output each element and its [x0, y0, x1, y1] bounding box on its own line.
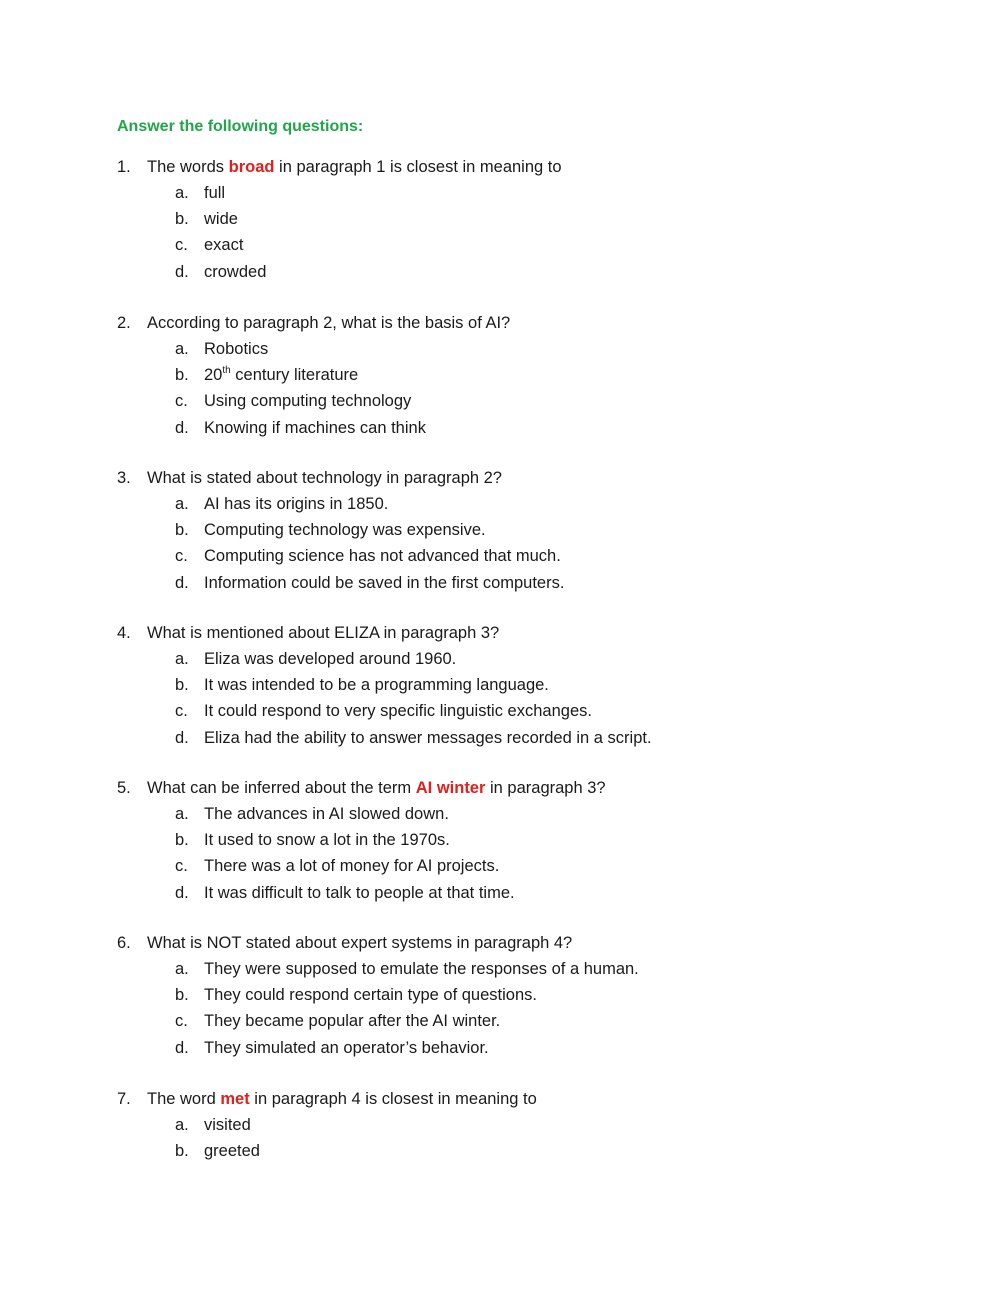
option-text: [204, 1139, 260, 1163]
question-number: 3.: [117, 469, 131, 487]
answer-option: [0, 544, 1000, 570]
option-text-main: Eliza was developed around 1960.: [204, 650, 457, 668]
answer-option: [0, 389, 1000, 415]
question-text-prefix: What is stated about technology in paragraph 2?: [147, 469, 502, 487]
question-2: [0, 311, 1000, 442]
option-text: [204, 544, 561, 568]
question-keyword: met: [220, 1090, 250, 1108]
answer-option: [0, 828, 1000, 854]
question-number: 7.: [117, 1090, 131, 1108]
option-letter: d.: [175, 418, 189, 437]
answer-option: [0, 1113, 1000, 1139]
answer-option: [0, 881, 1000, 907]
answer-option: [0, 1139, 1000, 1165]
option-text: [204, 802, 449, 826]
question-text: [147, 931, 572, 955]
option-text-main: 20: [204, 366, 223, 385]
answer-option: [0, 337, 1000, 363]
question-3: [0, 466, 1000, 597]
option-text-main: It was difficult to talk to people at that time.: [204, 883, 515, 902]
option-text-main: Robotics: [204, 340, 269, 358]
option-text: [204, 1113, 251, 1137]
option-text-main: Using computing technology: [204, 392, 412, 411]
option-text: [204, 518, 486, 542]
option-text: [204, 389, 411, 413]
question-stem: [0, 311, 1000, 335]
option-letter: c.: [175, 236, 188, 255]
question-text-prefix: What is mentioned about ELIZA in paragraph 3?: [147, 624, 500, 642]
question-text: [147, 1087, 537, 1111]
question-text-suffix: in paragraph 4 is closest in meaning to: [249, 1090, 537, 1108]
option-text-main: It was intended to be a programming language.: [204, 676, 549, 695]
answer-option: [0, 957, 1000, 983]
question-stem: [0, 1087, 1000, 1111]
answer-option: [0, 802, 1000, 828]
option-text: [204, 571, 564, 595]
question-stem: [0, 155, 1000, 179]
question-text-suffix: in paragraph 1 is closest in meaning to: [274, 158, 562, 176]
option-text: [204, 233, 243, 257]
option-text-main: Knowing if machines can think: [204, 418, 426, 437]
option-letter: d.: [175, 883, 189, 902]
question-text: [147, 155, 562, 179]
option-text-main: It could respond to very specific linguistic exchanges.: [204, 702, 592, 721]
option-letter: a.: [175, 650, 189, 668]
option-letter: a.: [175, 1116, 189, 1134]
option-letter: a.: [175, 184, 189, 202]
answer-option: [0, 233, 1000, 259]
option-letter: b.: [175, 521, 189, 540]
option-text-main: They could respond certain type of questions.: [204, 986, 537, 1005]
option-text: [204, 647, 456, 671]
option-text-main: AI has its origins in 1850.: [204, 495, 389, 513]
answer-option: [0, 1009, 1000, 1035]
option-text: [204, 828, 450, 852]
option-letter: c.: [175, 392, 188, 411]
option-text: [204, 957, 639, 981]
question-4: [0, 621, 1000, 752]
question-stem: [0, 931, 1000, 955]
option-superscript: th: [222, 365, 231, 377]
option-text-main: Computing science has not advanced that much.: [204, 547, 561, 566]
option-text: [204, 416, 426, 440]
option-text-main: They were supposed to emulate the responses of a human.: [204, 960, 639, 978]
option-text: [204, 1009, 500, 1033]
question-text: [147, 621, 499, 645]
answer-option: [0, 492, 1000, 518]
answer-option: [0, 207, 1000, 233]
question-6: [0, 931, 1000, 1062]
option-letter: a.: [175, 960, 189, 978]
option-text-main: visited: [204, 1116, 251, 1134]
option-letter: b.: [175, 676, 189, 695]
question-stem: [0, 621, 1000, 645]
question-number: 1.: [117, 158, 131, 176]
option-text: [204, 363, 358, 387]
option-letter: b.: [175, 831, 189, 850]
option-text-main: greeted: [204, 1142, 260, 1161]
question-text-suffix: in paragraph 3?: [485, 779, 606, 797]
option-letter: c.: [175, 547, 188, 566]
question-text-prefix: What is NOT stated about expert systems in paragraph 4?: [147, 934, 573, 952]
option-letter: d.: [175, 573, 189, 592]
option-text: [204, 1036, 489, 1060]
question-1: [0, 155, 1000, 286]
option-letter: c.: [175, 857, 188, 876]
answer-option: [0, 983, 1000, 1009]
question-number: 4.: [117, 624, 131, 642]
option-text: [204, 881, 515, 905]
question-text-prefix: What can be inferred about the term: [147, 779, 416, 797]
answer-option: [0, 647, 1000, 673]
answer-option: [0, 571, 1000, 597]
option-text-tail: century literature: [230, 366, 359, 385]
option-text: [204, 337, 268, 361]
option-letter: d.: [175, 1038, 189, 1057]
option-text: [204, 260, 266, 284]
question-number: 6.: [117, 934, 131, 952]
question-stem: [0, 776, 1000, 800]
answer-option: [0, 673, 1000, 699]
option-text: [204, 492, 388, 516]
answer-option: [0, 726, 1000, 752]
question-7: [0, 1087, 1000, 1165]
option-text-main: It used to snow a lot in the 1970s.: [204, 831, 450, 850]
answer-option: [0, 181, 1000, 207]
option-letter: d.: [175, 728, 189, 747]
option-letter: c.: [175, 702, 188, 721]
question-number: 5.: [117, 779, 131, 797]
option-text: [204, 983, 537, 1007]
option-text-main: Eliza had the ability to answer messages recorded in a script.: [204, 728, 652, 747]
option-letter: b.: [175, 210, 189, 229]
option-letter: c.: [175, 1012, 188, 1031]
answer-option: [0, 260, 1000, 286]
answer-option: [0, 363, 1000, 389]
answer-option: [0, 518, 1000, 544]
question-number: 2.: [117, 314, 131, 332]
option-letter: b.: [175, 986, 189, 1005]
answer-option: [0, 416, 1000, 442]
answer-option: [0, 854, 1000, 880]
question-text: [147, 311, 510, 335]
option-text: [204, 854, 499, 878]
question-text-prefix: According to paragraph 2, what is the basis of AI?: [147, 314, 511, 332]
option-letter: b.: [175, 1142, 189, 1161]
question-keyword: broad: [228, 158, 275, 176]
option-text-main: Information could be saved in the first computers.: [204, 573, 565, 592]
option-letter: a.: [175, 495, 189, 513]
option-letter: d.: [175, 262, 189, 281]
question-text: [147, 776, 606, 800]
question-keyword: AI winter: [415, 779, 486, 797]
option-text: [204, 207, 238, 231]
option-text-main: crowded: [204, 262, 267, 281]
question-5: [0, 776, 1000, 907]
option-text-main: There was a lot of money for AI projects.: [204, 857, 500, 876]
option-text-main: Computing technology was expensive.: [204, 521, 486, 540]
option-text: [204, 673, 549, 697]
option-text: [204, 726, 652, 750]
option-letter: b.: [175, 366, 189, 385]
option-letter: a.: [175, 340, 189, 358]
question-text-prefix: The word: [147, 1090, 221, 1108]
option-letter: a.: [175, 805, 189, 823]
option-text-main: The advances in AI slowed down.: [204, 805, 449, 823]
question-stem: [0, 466, 1000, 490]
option-text-main: exact: [204, 236, 244, 255]
worksheet-heading: Answer the following questions:: [117, 118, 364, 135]
option-text-main: full: [204, 184, 226, 202]
question-text: [147, 466, 502, 490]
answer-option: [0, 699, 1000, 725]
question-text-prefix: The words: [147, 158, 229, 176]
answer-option: [0, 1036, 1000, 1062]
option-text: [204, 699, 592, 723]
option-text-main: They simulated an operator’s behavior.: [204, 1038, 489, 1057]
option-text-main: wide: [204, 210, 238, 229]
option-text: [204, 181, 225, 205]
option-text-main: They became popular after the AI winter.: [204, 1012, 501, 1031]
